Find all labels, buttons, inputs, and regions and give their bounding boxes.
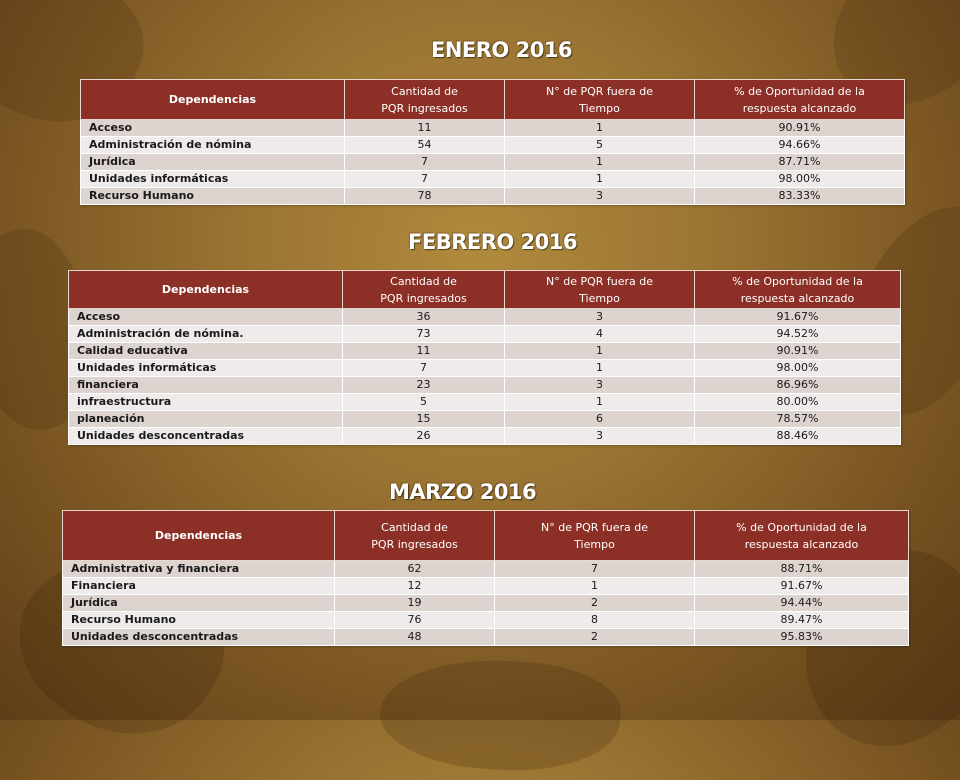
cell-cantidad: 7 xyxy=(345,154,505,171)
cell-fuera: 1 xyxy=(495,578,695,595)
cell-oportunidad: 83.33% xyxy=(695,188,905,205)
table-row xyxy=(63,629,909,646)
cell-fuera: 3 xyxy=(505,428,695,445)
cell-cantidad: 62 xyxy=(335,561,495,578)
cell-dependencia: Recurso Humano xyxy=(63,612,335,629)
table-febrero xyxy=(68,270,901,445)
cell-fuera: 3 xyxy=(505,309,695,326)
cell-cantidad: 76 xyxy=(335,612,495,629)
cell-dependencia: Unidades desconcentradas xyxy=(63,629,335,646)
cell-fuera: 7 xyxy=(495,561,695,578)
cell-cantidad: 5 xyxy=(343,394,505,411)
cell-oportunidad: 94.66% xyxy=(695,137,905,154)
cell-cantidad: 78 xyxy=(345,188,505,205)
title-enero: ENERO 2016 xyxy=(431,38,573,62)
cell-fuera: 3 xyxy=(505,377,695,394)
cell-oportunidad: 89.47% xyxy=(695,612,909,629)
table-row xyxy=(63,578,909,595)
cell-dependencia: Financiera xyxy=(63,578,335,595)
cell-oportunidad: 88.46% xyxy=(695,428,901,445)
table-row xyxy=(69,377,901,394)
table-row xyxy=(69,360,901,377)
header-oportunidad: % de Oportunidad de la respuesta alcanzado xyxy=(695,511,909,561)
cell-dependencia: Jurídica xyxy=(63,595,335,612)
table-row xyxy=(69,428,901,445)
cell-dependencia: Administración de nómina xyxy=(81,137,345,154)
table-marzo xyxy=(62,510,909,646)
cell-fuera: 1 xyxy=(505,120,695,137)
cell-cantidad: 73 xyxy=(343,326,505,343)
header-cantidad: Cantidad de PQR ingresados xyxy=(345,80,505,120)
cell-dependencia: Unidades informáticas xyxy=(81,171,345,188)
header-cantidad: Cantidad de PQR ingresados xyxy=(335,511,495,561)
cell-cantidad: 48 xyxy=(335,629,495,646)
cell-cantidad: 19 xyxy=(335,595,495,612)
table-row xyxy=(69,309,901,326)
cell-cantidad: 54 xyxy=(345,137,505,154)
header-fuera-tiempo: N° de PQR fuera de Tiempo xyxy=(505,80,695,120)
cell-oportunidad: 94.52% xyxy=(695,326,901,343)
cell-oportunidad: 90.91% xyxy=(695,343,901,360)
table-row xyxy=(81,154,905,171)
cell-dependencia: Recurso Humano xyxy=(81,188,345,205)
table-row xyxy=(69,326,901,343)
title-febrero: FEBRERO 2016 xyxy=(408,230,577,254)
cell-dependencia: financiera xyxy=(69,377,343,394)
cell-oportunidad: 91.67% xyxy=(695,309,901,326)
table-row xyxy=(81,188,905,205)
cell-oportunidad: 90.91% xyxy=(695,120,905,137)
cell-fuera: 1 xyxy=(505,394,695,411)
cell-dependencia: infraestructura xyxy=(69,394,343,411)
table-row xyxy=(81,137,905,154)
cell-dependencia: Calidad educativa xyxy=(69,343,343,360)
cell-cantidad: 15 xyxy=(343,411,505,428)
cell-fuera: 1 xyxy=(505,360,695,377)
cell-dependencia: Administrativa y financiera xyxy=(63,561,335,578)
cell-fuera: 2 xyxy=(495,595,695,612)
cell-fuera: 1 xyxy=(505,343,695,360)
header-dependencias: Dependencias xyxy=(81,80,345,120)
cell-dependencia: planeación xyxy=(69,411,343,428)
cell-oportunidad: 94.44% xyxy=(695,595,909,612)
cell-fuera: 1 xyxy=(505,154,695,171)
cell-fuera: 2 xyxy=(495,629,695,646)
cell-cantidad: 26 xyxy=(343,428,505,445)
cell-cantidad: 11 xyxy=(345,120,505,137)
table-row xyxy=(63,595,909,612)
cell-cantidad: 36 xyxy=(343,309,505,326)
header-cantidad: Cantidad de PQR ingresados xyxy=(343,271,505,309)
cell-cantidad: 7 xyxy=(345,171,505,188)
cell-dependencia: Acceso xyxy=(69,309,343,326)
cell-fuera: 8 xyxy=(495,612,695,629)
table-header xyxy=(81,80,905,120)
cell-oportunidad: 88.71% xyxy=(695,561,909,578)
header-fuera-tiempo: N° de PQR fuera de Tiempo xyxy=(495,511,695,561)
header-dependencias: Dependencias xyxy=(63,511,335,561)
header-oportunidad: % de Oportunidad de la respuesta alcanzado xyxy=(695,271,901,309)
cell-oportunidad: 91.67% xyxy=(695,578,909,595)
cell-oportunidad: 80.00% xyxy=(695,394,901,411)
header-dependencias: Dependencias xyxy=(69,271,343,309)
cell-dependencia: Jurídica xyxy=(81,154,345,171)
cell-fuera: 3 xyxy=(505,188,695,205)
table-header xyxy=(69,271,901,309)
cell-cantidad: 11 xyxy=(343,343,505,360)
table-row xyxy=(69,343,901,360)
header-oportunidad: % de Oportunidad de la respuesta alcanzado xyxy=(695,80,905,120)
table-row xyxy=(63,612,909,629)
table-enero xyxy=(80,79,905,205)
table-row xyxy=(63,561,909,578)
table-row xyxy=(81,171,905,188)
decorative-leaf xyxy=(376,650,625,780)
cell-fuera: 1 xyxy=(505,171,695,188)
header-fuera-tiempo: N° de PQR fuera de Tiempo xyxy=(505,271,695,309)
cell-oportunidad: 86.96% xyxy=(695,377,901,394)
cell-cantidad: 23 xyxy=(343,377,505,394)
cell-cantidad: 12 xyxy=(335,578,495,595)
table-row xyxy=(81,120,905,137)
cell-oportunidad: 87.71% xyxy=(695,154,905,171)
cell-fuera: 6 xyxy=(505,411,695,428)
cell-oportunidad: 78.57% xyxy=(695,411,901,428)
title-marzo: MARZO 2016 xyxy=(389,480,537,504)
cell-dependencia: Acceso xyxy=(81,120,345,137)
cell-dependencia: Administración de nómina. xyxy=(69,326,343,343)
cell-oportunidad: 95.83% xyxy=(695,629,909,646)
cell-oportunidad: 98.00% xyxy=(695,360,901,377)
table-header xyxy=(63,511,909,561)
cell-fuera: 5 xyxy=(505,137,695,154)
cell-dependencia: Unidades desconcentradas xyxy=(69,428,343,445)
table-row xyxy=(69,394,901,411)
cell-dependencia: Unidades informáticas xyxy=(69,360,343,377)
cell-oportunidad: 98.00% xyxy=(695,171,905,188)
cell-fuera: 4 xyxy=(505,326,695,343)
table-row xyxy=(69,411,901,428)
cell-cantidad: 7 xyxy=(343,360,505,377)
